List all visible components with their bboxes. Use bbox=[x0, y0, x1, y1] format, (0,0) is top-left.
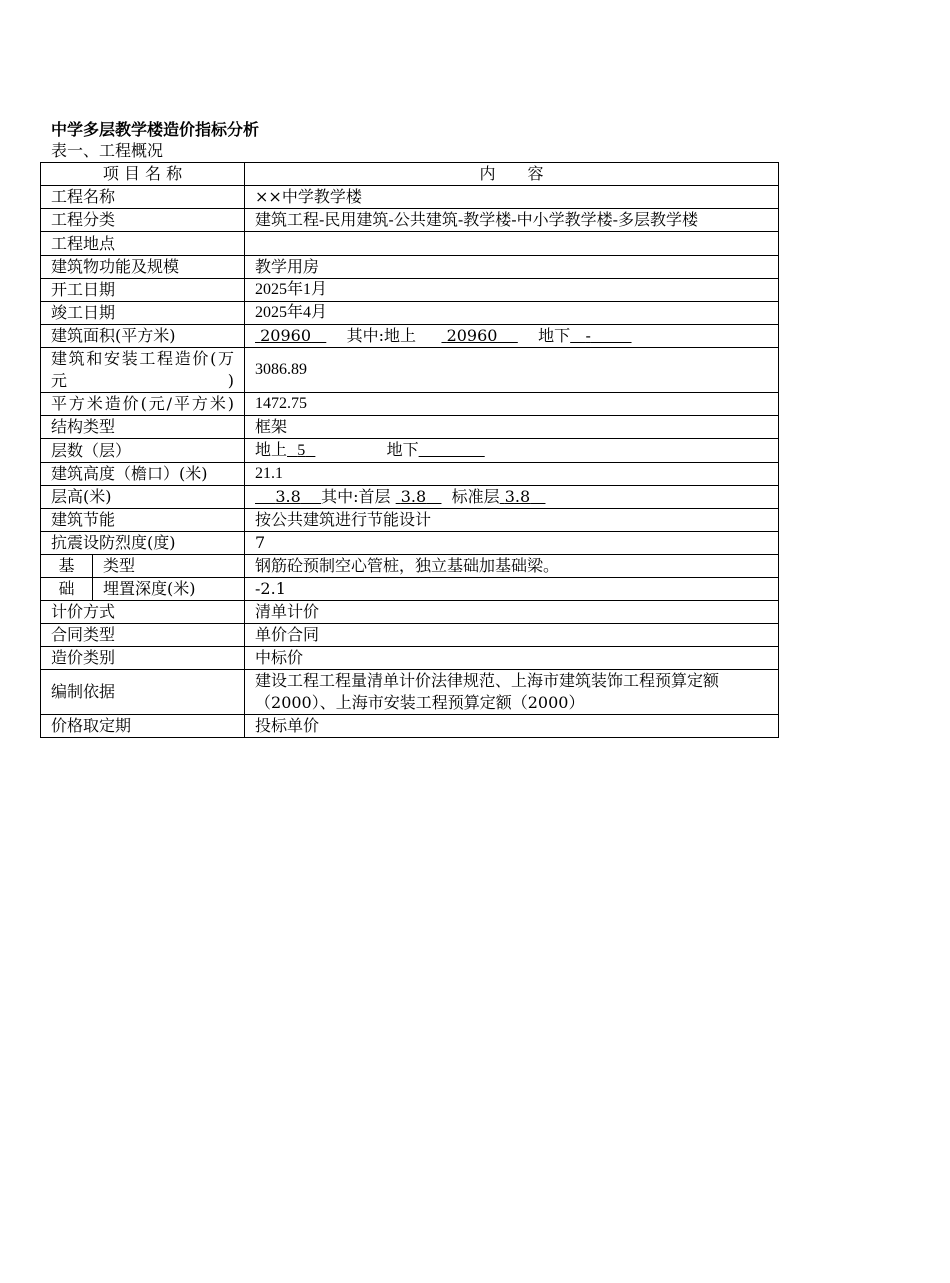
row-label: 建筑节能 bbox=[41, 509, 245, 532]
row-value: ××中学教学楼 bbox=[245, 186, 779, 209]
table-row bbox=[41, 715, 779, 738]
table-row bbox=[41, 256, 779, 279]
area-below: - bbox=[585, 326, 591, 345]
row-value: 教学用房 bbox=[245, 256, 779, 279]
row-value bbox=[245, 325, 779, 348]
row-label: 类型 bbox=[93, 555, 245, 578]
table-row bbox=[41, 555, 779, 578]
document-title: 中学多层教学楼造价指标分析 bbox=[51, 120, 260, 139]
row-value: 钢筋砼预制空心管桩，独立基础加基础梁。 bbox=[245, 555, 779, 578]
row-value: 单价合同 bbox=[245, 624, 779, 647]
foundation-group-label-top: 基 bbox=[41, 555, 93, 578]
row-value: 7 bbox=[245, 532, 779, 555]
table-row bbox=[41, 601, 779, 624]
foundation-group-label-bottom: 础 bbox=[41, 578, 93, 601]
floors-above-blank bbox=[287, 440, 315, 459]
first-floor-height: 3.8 bbox=[400, 487, 427, 506]
floor-height: 3.8 bbox=[275, 487, 301, 506]
row-label: 价格取定期 bbox=[41, 715, 245, 738]
area-below-blank bbox=[570, 326, 631, 345]
row-value: -2.1 bbox=[245, 578, 779, 601]
row-label: 埋置深度(米) bbox=[93, 578, 245, 601]
row-label: 竣工日期 bbox=[41, 302, 245, 325]
row-value: 清单计价 bbox=[245, 601, 779, 624]
floor-height-blank bbox=[255, 487, 321, 506]
area-above: 20960 bbox=[446, 326, 498, 345]
row-value: 建筑工程-民用建筑-公共建筑-教学楼-中小学教学楼-多层教学楼 bbox=[245, 209, 779, 232]
row-label: 建筑高度（檐口）(米) bbox=[41, 463, 245, 486]
table-row bbox=[41, 670, 779, 715]
row-label: 造价类别 bbox=[41, 647, 245, 670]
row-label: 工程地点 bbox=[41, 232, 245, 256]
first-floor-label: 其中:首层 bbox=[321, 487, 391, 506]
row-value: 2025年4月 bbox=[245, 302, 779, 325]
row-label: 建筑面积(平方米) bbox=[41, 325, 245, 348]
table-row bbox=[41, 209, 779, 232]
table-row bbox=[41, 463, 779, 486]
row-label: 计价方式 bbox=[41, 601, 245, 624]
table-row bbox=[41, 186, 779, 209]
row-value: 中标价 bbox=[245, 647, 779, 670]
row-value: 建设工程工程量清单计价法律规范、上海市建筑装饰工程预算定额（2000）、上海市安装工程预算定额（2000） bbox=[245, 670, 779, 715]
area-above-label: 其中:地上 bbox=[346, 326, 417, 345]
table-row bbox=[41, 393, 779, 416]
header-item-name: 项 目 名 称 bbox=[41, 163, 245, 186]
table-row bbox=[41, 532, 779, 555]
table-row bbox=[41, 486, 779, 509]
row-label: 合同类型 bbox=[41, 624, 245, 647]
row-label: 工程分类 bbox=[41, 209, 245, 232]
table-row bbox=[41, 439, 779, 463]
row-label: 结构类型 bbox=[41, 416, 245, 439]
row-label: 层数（层） bbox=[41, 439, 245, 463]
row-value: 2025年1月 bbox=[245, 279, 779, 302]
table-row bbox=[41, 416, 779, 439]
row-label: 建筑物功能及规模 bbox=[41, 256, 245, 279]
row-label: 工程名称 bbox=[41, 186, 245, 209]
table-row bbox=[41, 348, 779, 393]
floors-above: 5 bbox=[297, 442, 306, 459]
area-below-label: 地下 bbox=[538, 326, 571, 345]
table-row bbox=[41, 509, 779, 532]
table-row bbox=[41, 325, 779, 348]
std-floor-blank bbox=[500, 487, 546, 506]
header-content: 内 容 bbox=[245, 163, 779, 186]
row-label: 抗震设防烈度(度) bbox=[41, 532, 245, 555]
table-row bbox=[41, 624, 779, 647]
table-row bbox=[41, 279, 779, 302]
document-page bbox=[40, 120, 780, 738]
table-caption: 表一、工程概况 bbox=[51, 141, 164, 160]
row-value: 3086.89 bbox=[245, 348, 779, 393]
row-label: 层高(米) bbox=[41, 486, 245, 509]
row-value: 框架 bbox=[245, 416, 779, 439]
row-label: 开工日期 bbox=[41, 279, 245, 302]
floors-below-blank bbox=[419, 440, 485, 459]
floors-above-label: 地上 bbox=[255, 440, 288, 459]
row-label: 建筑和安装工程造价(万元) bbox=[41, 348, 245, 393]
row-label: 平方米造价(元/平方米) bbox=[41, 393, 245, 416]
row-value: 按公共建筑进行节能设计 bbox=[245, 509, 779, 532]
row-value bbox=[245, 439, 779, 463]
area-total-blank bbox=[255, 326, 326, 345]
std-floor-label: 标准层 bbox=[451, 487, 500, 506]
project-overview-table bbox=[40, 162, 779, 738]
row-value: 投标单价 bbox=[245, 715, 779, 738]
table-header-row bbox=[41, 163, 779, 186]
first-floor-blank bbox=[396, 487, 442, 506]
area-above-blank bbox=[441, 326, 517, 345]
area-total: 20960 bbox=[260, 326, 312, 345]
row-label: 编制依据 bbox=[41, 670, 245, 715]
floors-below-label: 地下 bbox=[386, 440, 419, 459]
table-row bbox=[41, 232, 779, 256]
row-value: 1472.75 bbox=[245, 393, 779, 416]
table-row bbox=[41, 647, 779, 670]
row-value bbox=[245, 232, 779, 256]
row-value bbox=[245, 486, 779, 509]
std-floor-height: 3.8 bbox=[504, 487, 531, 506]
table-row bbox=[41, 578, 779, 601]
row-value: 21.1 bbox=[245, 463, 779, 486]
table-row bbox=[41, 302, 779, 325]
